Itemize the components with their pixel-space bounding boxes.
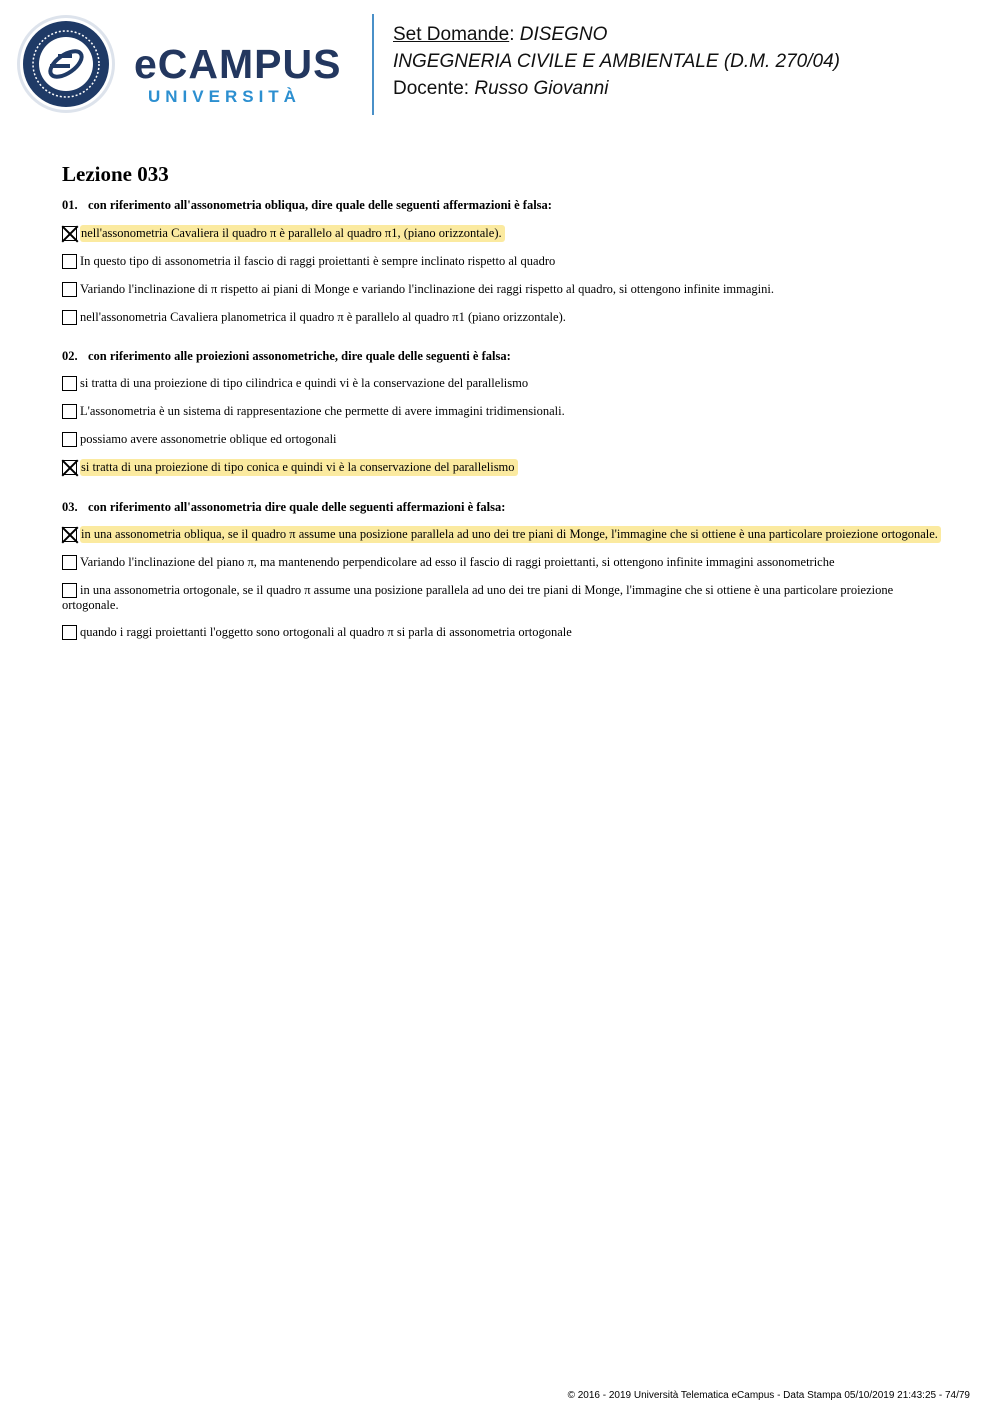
lesson-title: Lezione 033: [62, 162, 169, 186]
question-text: 03. con riferimento all'assonometria dire quale delle seguenti affermazioni è falsa:: [62, 500, 506, 514]
answer-option[interactable]: [62, 625, 942, 640]
answer-checkbox-checked[interactable]: [62, 460, 77, 475]
answer-option[interactable]: [62, 376, 942, 391]
answer-option[interactable]: [62, 555, 942, 570]
answer-option[interactable]: [62, 282, 942, 297]
teacher-label: Docente: [393, 78, 464, 99]
question-block: [62, 348, 942, 475]
answer-option[interactable]: [62, 404, 942, 419]
answer-text: si tratta di una proiezione di tipo cilindrica e quindi vi è la conservazione del parallelismo: [80, 376, 529, 390]
set-value: DISEGNO: [519, 24, 608, 45]
answer-checkbox[interactable]: [62, 282, 77, 297]
set-label: Set Domande: [393, 24, 510, 45]
answer-checkbox-checked[interactable]: [62, 527, 77, 542]
answer-option[interactable]: [62, 527, 942, 542]
answer-option[interactable]: [62, 254, 942, 269]
ecampus-logo: [16, 14, 361, 118]
answer-checkbox[interactable]: [62, 625, 77, 640]
document-info: [393, 21, 840, 102]
answer-checkbox[interactable]: [62, 555, 77, 570]
brand-name: eCAMPUS: [134, 41, 342, 87]
answer-text: quando i raggi proiettanti l'oggetto sono ortogonali al quadro π si parla di assonometria ortogonale: [80, 625, 572, 639]
answer-text: in una assonometria obliqua, se il quadro π assume una posizione parallela ad uno dei tre piani di Monge, l'immagine che si ottiene è una particolare proiezione ortogonale.: [80, 526, 941, 543]
answer-text: Variando l'inclinazione del piano π, ma mantenendo perpendicolare ad esso il fascio di raggi proiettanti, si ottengono infinite immagini assonometriche: [80, 555, 835, 569]
question-number: 03.: [62, 500, 78, 514]
brand-subtitle: UNIVERSITÀ: [148, 87, 301, 106]
answer-checkbox[interactable]: [62, 310, 77, 325]
answer-text: L'assonometria è un sistema di rappresentazione che permette di avere immagini tridimensionali.: [80, 404, 565, 418]
set-line: Set Domande: DISEGNO: [393, 24, 608, 45]
answer-text: nell'assonometria Cavaliera il quadro π è parallelo al quadro π1, (piano orizzontale).: [80, 225, 505, 242]
teacher-line: Docente: Russo Giovanni: [393, 78, 609, 99]
answer-text: possiamo avere assonometrie oblique ed ortogonali: [80, 432, 337, 446]
question-text: 01. con riferimento all'assonometria obliqua, dire quale delle seguenti affermazioni è falsa:: [62, 198, 552, 212]
question-text: 02. con riferimento alle proiezioni assonometriche, dire quale delle seguenti è falsa:: [62, 349, 511, 363]
question-number: 01.: [62, 198, 78, 212]
answer-text: nell'assonometria Cavaliera planometrica il quadro π è parallelo al quadro π1 (piano orizzontale).: [80, 310, 566, 324]
answer-text: Variando l'inclinazione di π rispetto ai piani di Monge e variando l'inclinazione dei raggi rispetto al quadro, si ottengono infinite immagini.: [80, 282, 774, 296]
answer-checkbox[interactable]: [62, 432, 77, 447]
page-footer: © 2016 - 2019 Università Telematica eCampus - Data Stampa 05/10/2019 21:43:25 - 74/79: [567, 1390, 970, 1401]
question-number: 02.: [62, 349, 78, 363]
teacher-name: Russo Giovanni: [474, 78, 609, 99]
answer-checkbox[interactable]: [62, 376, 77, 391]
answer-option[interactable]: [62, 310, 942, 325]
answer-checkbox[interactable]: [62, 583, 77, 598]
answer-option[interactable]: [62, 460, 942, 475]
header-divider: [372, 14, 374, 115]
answer-option[interactable]: [62, 583, 942, 613]
answer-text: in una assonometria ortogonale, se il quadro π assume una posizione parallela ad uno dei tre piani di Monge, l'immagine che si ottiene è una particolare proiezione ortogonale.: [62, 583, 894, 612]
course-name: INGEGNERIA CIVILE E AMBIENTALE (D.M. 270/04): [393, 51, 840, 72]
answer-text: In questo tipo di assonometria il fascio di raggi proiettanti è sempre inclinato rispetto al quadro: [80, 254, 556, 268]
university-seal-icon: [16, 14, 116, 114]
answer-checkbox-checked[interactable]: [62, 226, 77, 241]
answer-checkbox[interactable]: [62, 404, 77, 419]
answer-checkbox[interactable]: [62, 254, 77, 269]
answer-text: si tratta di una proiezione di tipo conica e quindi vi è la conservazione del parallelismo: [80, 459, 518, 476]
answer-option[interactable]: [62, 226, 942, 241]
question-block: [62, 197, 942, 325]
answer-option[interactable]: [62, 432, 942, 447]
question-block: [62, 499, 942, 640]
